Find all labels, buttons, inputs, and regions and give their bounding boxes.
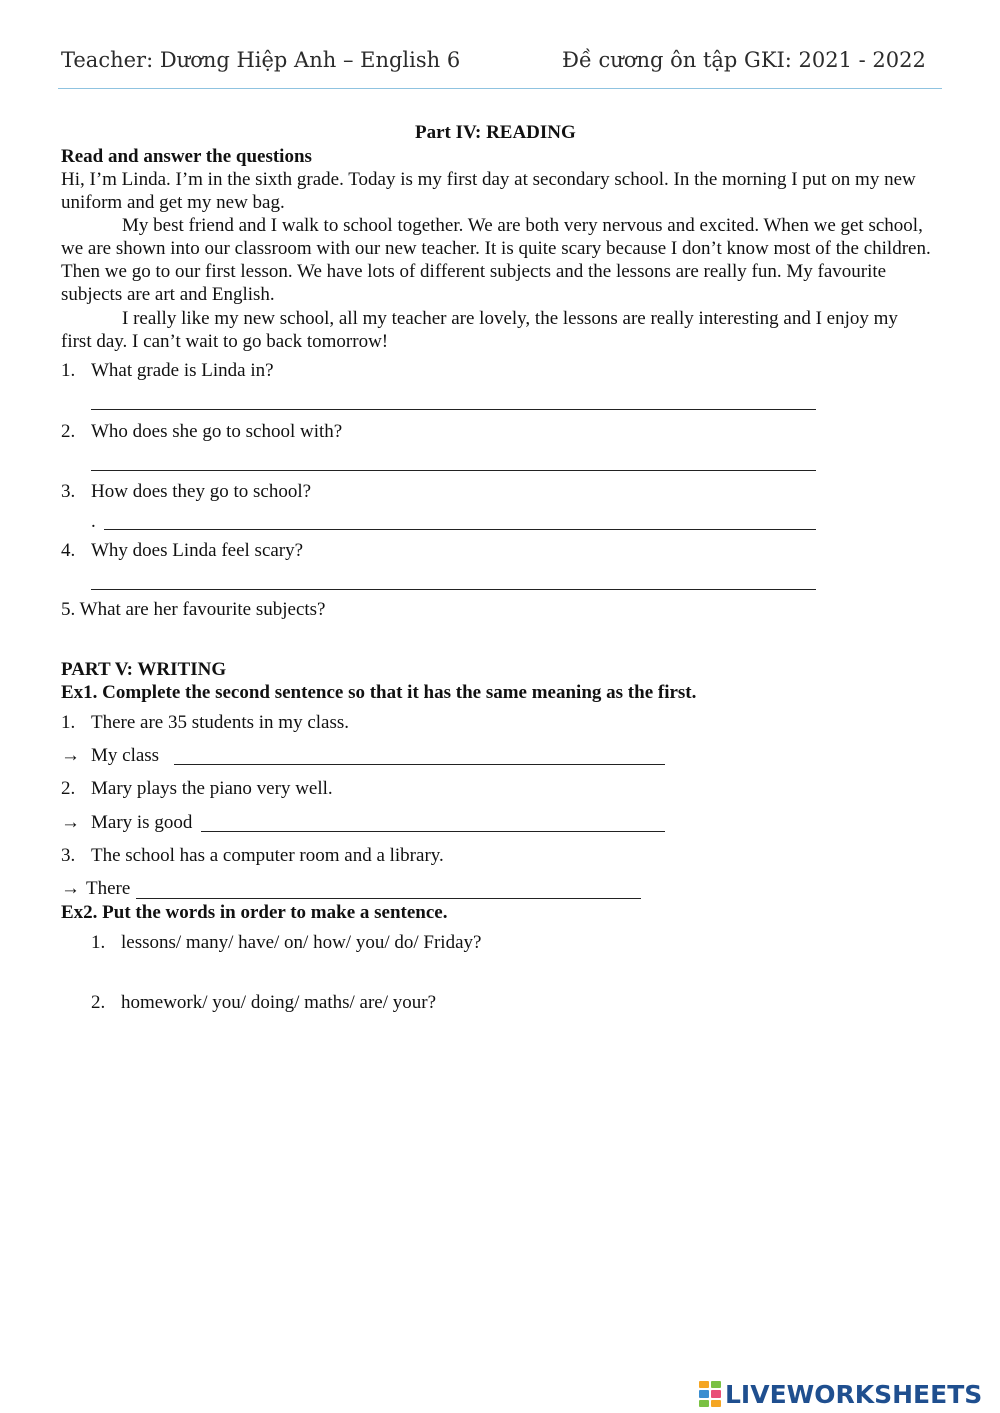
answer-line[interactable] — [91, 589, 816, 590]
reading-paragraph-3: I really like my new school, all my teacher are lovely, the lessons are really interesting and I enjoy my first day. I can’t wait to go back tomorrow! — [61, 308, 898, 352]
arrow-icon: → — [61, 745, 80, 766]
answer-line[interactable] — [91, 470, 816, 471]
liveworksheets-logo-icon — [699, 1381, 721, 1407]
reading-paragraph-1: Hi, I’m Linda. I’m in the sixth grade. Today is my first day at secondary school. In the morning I put on my new uniform and get my new bag. — [61, 169, 916, 213]
liveworksheets-logo-text: LIVEWORKSHEETS — [725, 1379, 983, 1409]
ex1-prompt: Mary is good — [91, 812, 193, 833]
ex1-item-text: There are 35 students in my class. — [91, 712, 350, 733]
liveworksheets-logo — [699, 1376, 982, 1412]
answer-line[interactable] — [136, 898, 641, 899]
reading-title: Part IV: READING — [415, 122, 576, 143]
ex1-item-number: 2. — [61, 778, 76, 799]
ex2-item-text: homework/ you/ doing/ maths/ are/ your? — [121, 992, 437, 1013]
header-teacher: Teacher: Dương Hiệp Anh – English 6 — [61, 48, 461, 72]
answer-line[interactable] — [91, 409, 816, 410]
header-divider — [58, 88, 942, 89]
reading-paragraph-2: My best friend and I walk to school together. We are both very nervous and excited. When we get school, we are shown into our classroom with our new teacher. It is quite scary because I don’t know most of the children. Then we go to our first lesson. We have lots of different subjects and the lessons are really fun. My favourite subjects are art and English. — [61, 215, 931, 305]
ex2-item-number: 1. — [91, 932, 106, 953]
ex1-prompt: My class — [91, 745, 160, 766]
answer-dot: . — [91, 511, 96, 532]
ex2-title: Ex2. Put the words in order to make a sentence. — [61, 902, 448, 923]
question-number: 2. — [61, 421, 76, 442]
ex1-prompt: There — [86, 878, 131, 899]
ex1-title: Ex1. Complete the second sentence so that it has the same meaning as the first. — [61, 682, 697, 703]
writing-title: PART V: WRITING — [61, 659, 227, 680]
question-number: 4. — [61, 540, 76, 561]
answer-line[interactable] — [201, 831, 665, 832]
question-text: How does they go to school? — [91, 481, 312, 502]
answer-line[interactable] — [174, 764, 665, 765]
ex2-item-number: 2. — [91, 992, 106, 1013]
question-text: 5. What are her favourite subjects? — [61, 599, 326, 620]
arrow-icon: → — [61, 878, 80, 899]
ex1-item-text: Mary plays the piano very well. — [91, 778, 333, 799]
arrow-icon: → — [61, 812, 80, 833]
answer-line[interactable] — [104, 529, 816, 530]
question-text: What grade is Linda in? — [91, 360, 274, 381]
ex1-item-number: 1. — [61, 712, 76, 733]
ex1-item-number: 3. — [61, 845, 76, 866]
ex1-item-text: The school has a computer room and a library. — [91, 845, 444, 866]
question-number: 1. — [61, 360, 76, 381]
header-course: Đề cương ôn tập GKI: 2021 - 2022 — [562, 48, 926, 72]
question-text: Why does Linda feel scary? — [91, 540, 304, 561]
question-text: Who does she go to school with? — [91, 421, 343, 442]
question-number: 3. — [61, 481, 76, 502]
ex2-item-text: lessons/ many/ have/ on/ how/ you/ do/ Friday? — [121, 932, 482, 953]
reading-instruction: Read and answer the questions — [61, 146, 312, 167]
